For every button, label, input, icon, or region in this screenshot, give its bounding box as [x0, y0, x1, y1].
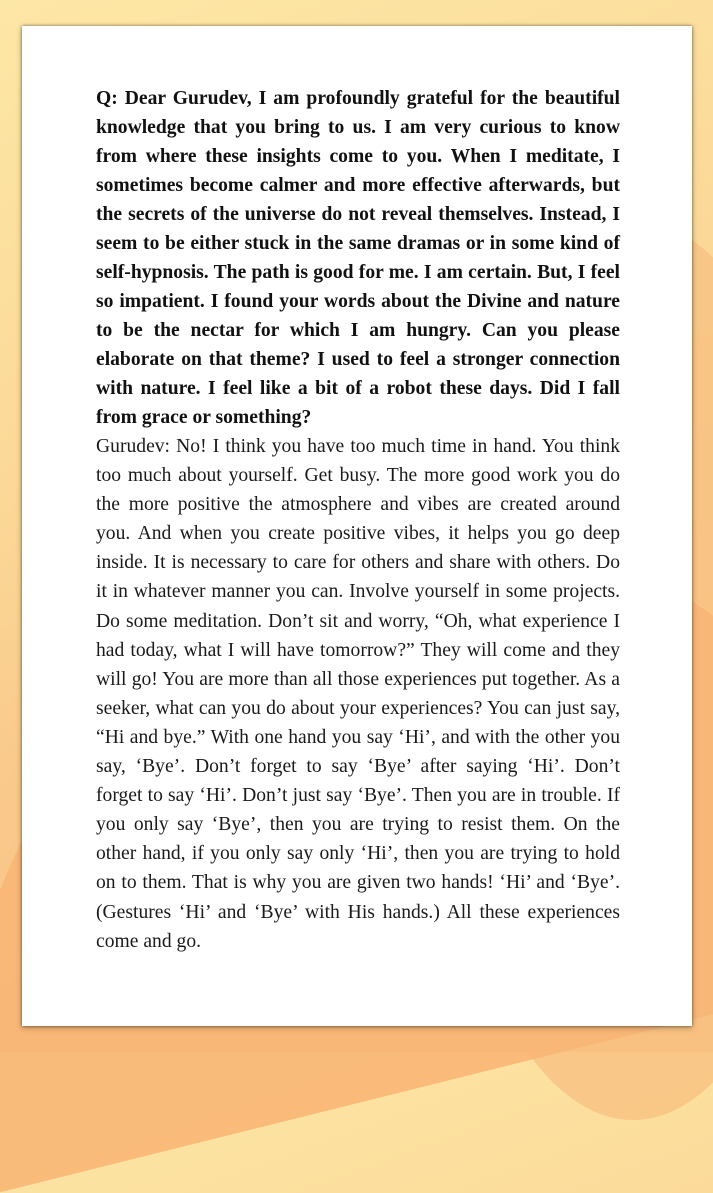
answer-paragraph: Gurudev: No! I think you have too much time in hand. You think too much about yourself. Get busy. The more good work you do the more positive the atmosphere and vibes are created around you. And when you create positive vibes, it helps you go deep inside. It is necessary to care for others and share with others. Do it in whatever manner you can. Involve yourself in some projects. Do some meditation. Don’t sit and worry, “Oh, what experience I had today, what I will have tomorrow?” They will come and they will go! You are more than all those experiences put together. As a seeker, what can you do about your experiences? You can just say, “Hi and bye.” With one hand you say ‘Hi’, and with the other you say, ‘Bye’. Don’t forget to say ‘Bye’ after saying ‘Hi’. Don’t forget to say ‘Hi’. Don’t just say ‘Bye’. Then you are in trouble. If you only say ‘Bye’, then you are trying to resist them. On the other hand, if you only say only ‘Hi’, then you are trying to hold on to them. That is why you are given two hands! ‘Hi’ and ‘Bye’. (Gestures ‘Hi’ and ‘Bye’ with His hands.) All these experiences come and go. — [96, 436, 620, 952]
document-page — [22, 26, 692, 1026]
question-paragraph: Q: Dear Gurudev, I am profoundly grateful for the beautiful knowledge that you bring to us. I am very curious to know from where these insights come to you. When I meditate, I sometimes become calmer and more effective afterwards, but the secrets of the universe do not reveal themselves. Instead, I seem to be either stuck in the same dramas or in some kind of self-hypnosis. The path is good for me. I am certain. But, I feel so impatient. I found your words about the Divine and nature to be the nectar for which I am hungry. Can you please elaborate on that theme? I used to feel a stronger connection with nature. I feel like a bit of a robot these days. Did I fall from grace or something? — [96, 88, 620, 428]
